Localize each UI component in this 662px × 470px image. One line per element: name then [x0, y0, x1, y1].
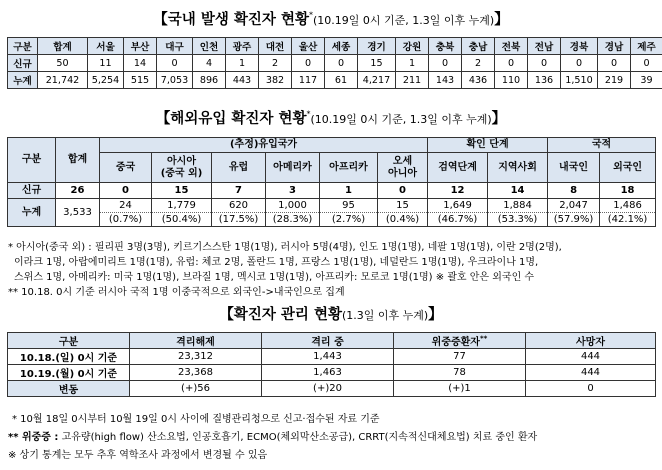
table-cell: 211: [396, 72, 429, 89]
table-cell: 443: [226, 72, 259, 89]
title-bracket: 】: [428, 307, 443, 323]
table-cell: 0: [100, 183, 152, 199]
row-label: 10.18.(일) 0시 기준: [8, 349, 130, 365]
pct-cell: (57.9%): [548, 213, 600, 227]
row-label: 신규: [8, 55, 38, 72]
header-cell: 경남: [598, 38, 631, 55]
table-cell: 24: [100, 199, 152, 213]
table-cell: 219: [598, 72, 631, 89]
table-cell: 1,000: [266, 199, 320, 213]
header-cell: 격리 중: [262, 333, 394, 349]
domestic-new-row: [8, 55, 662, 72]
header-cell: 충남: [462, 38, 495, 55]
management-title-sub: (1.3일 이후 누계): [341, 309, 429, 322]
table-cell: 136: [528, 72, 561, 89]
origin-group-header: (추정)유입국가: [100, 138, 428, 153]
overseas-title-main: 【해외유입 확진자 현황: [155, 111, 307, 127]
table-cell: 0: [526, 381, 656, 397]
header-cell: 전북: [495, 38, 528, 55]
overseas-note-line: * 아시아(중국 외) : 필리핀 3명(3명), 키르기스스탄 1명(1명), 러시아 5명(4명), 인도 1명(1명), 네팔 1명(1명), 이란 2명(2명),: [8, 242, 562, 253]
pct-cell: (28.3%): [266, 213, 320, 227]
header-cell: 경북: [561, 38, 598, 55]
table-cell: 4: [193, 55, 226, 72]
table-cell: 3,533: [56, 199, 100, 227]
title-bracket: 】: [494, 12, 509, 28]
title-mark: *: [306, 109, 311, 119]
table-cell: 436: [462, 72, 495, 89]
table-cell: 0: [325, 55, 358, 72]
table-cell: 1,779: [152, 199, 212, 213]
table-cell: 26: [56, 183, 100, 199]
table-cell: 110: [495, 72, 528, 89]
table-cell: 50: [38, 55, 88, 72]
table-cell: (+)1: [394, 381, 526, 397]
header-cell: 유럽: [212, 153, 266, 183]
table-cell: 3: [266, 183, 320, 199]
table-cell: 39: [631, 72, 662, 89]
overseas-title: [0, 107, 662, 128]
footnote-2-text: 고유량(high flow) 산소요법, 인공호흡기, ECMO(체외막산소공급), CRRT(지속적신대체요법) 치료 중인 환자: [58, 432, 538, 443]
table-cell: 0: [157, 55, 193, 72]
gubun-header: 구분: [8, 138, 56, 183]
header-cell: 지역사회: [488, 153, 548, 183]
footnote-1: * 10월 18일 0시부터 10월 19일 0시 사이에 질병관리청으로 신고·접수된 자료 기준: [12, 414, 380, 425]
management-row: [8, 365, 656, 381]
table-cell: 15: [358, 55, 396, 72]
table-cell: (+)56: [130, 381, 262, 397]
table-cell: 15: [378, 199, 428, 213]
table-cell: 14: [488, 183, 548, 199]
table-cell: 95: [320, 199, 378, 213]
table-cell: 1,649: [428, 199, 488, 213]
table-cell: (+)20: [262, 381, 394, 397]
pct-cell: (53.3%): [488, 213, 548, 227]
pct-cell: (42.1%): [600, 213, 656, 227]
title-bracket: 】: [491, 111, 507, 127]
table-cell: 12: [428, 183, 488, 199]
table-cell: 14: [124, 55, 157, 72]
overseas-note-line: ** 10.18. 0시 기준 러시아 국적 1명 이중국적으로 외국인->내국인으로 집계: [8, 287, 345, 298]
table-cell: 7: [212, 183, 266, 199]
row-label: 누계: [8, 199, 56, 227]
header-cell: 부산: [124, 38, 157, 55]
overseas-note-line: 이라크 1명, 아랍에미리트 1명(1명), 유럽: 체코 2명, 폴란드 1명, 프랑스 1명(1명), 네덜란드 1명(1명), 우크라이나 1명,: [14, 257, 539, 268]
header-cell: 사망자: [526, 333, 656, 349]
table-cell: 18: [600, 183, 656, 199]
table-cell: 1: [320, 183, 378, 199]
header-cell: 대구: [157, 38, 193, 55]
header-cell: 충북: [429, 38, 462, 55]
header-cell: 제주: [631, 38, 662, 55]
header-mark: **: [479, 334, 488, 343]
table-cell: 444: [526, 365, 656, 381]
table-cell: 23,368: [130, 365, 262, 381]
overseas-title-sub: (10.19일 0시 기준, 1.3일 이후 누계): [310, 113, 492, 126]
table-cell: 23,312: [130, 349, 262, 365]
stage-group-header: 확인 단계: [428, 138, 548, 153]
pct-cell: (50.4%): [152, 213, 212, 227]
header-cell: 대전: [259, 38, 292, 55]
header-cell: 강원: [396, 38, 429, 55]
header-cell: 내국인: [548, 153, 600, 183]
table-cell: 4,217: [358, 72, 396, 89]
table-cell: 1,510: [561, 72, 598, 89]
overseas-table: [7, 137, 656, 227]
table-cell: 0: [528, 55, 561, 72]
footnote-2-label: ** 위중증 :: [8, 432, 59, 443]
header-cell: 경기: [358, 38, 396, 55]
table-cell: 2,047: [548, 199, 600, 213]
management-change-row: [8, 381, 656, 397]
table-cell: 0: [292, 55, 325, 72]
header-cell: 구분: [8, 38, 38, 55]
footnote-2: [8, 428, 537, 443]
management-row: [8, 349, 656, 365]
table-cell: 896: [193, 72, 226, 89]
header-cell: 외국인: [600, 153, 656, 183]
domestic-title: [0, 8, 662, 29]
header-cell: 중국: [100, 153, 152, 183]
table-cell: 61: [325, 72, 358, 89]
table-cell: 382: [259, 72, 292, 89]
table-cell: 78: [394, 365, 526, 381]
domestic-table: [7, 37, 662, 89]
header-cell: 전남: [528, 38, 561, 55]
table-cell: 21,742: [38, 72, 88, 89]
table-cell: 620: [212, 199, 266, 213]
table-cell: 15: [152, 183, 212, 199]
overseas-pct-row: [8, 213, 656, 227]
table-cell: 1,486: [600, 199, 656, 213]
header-cell: 울산: [292, 38, 325, 55]
row-label: 10.19.(월) 0시 기준: [8, 365, 130, 381]
header-cell: [394, 333, 526, 349]
pct-cell: (46.7%): [428, 213, 488, 227]
pct-cell: (2.7%): [320, 213, 378, 227]
header-cell: 아메리카: [266, 153, 320, 183]
table-cell: 0: [561, 55, 598, 72]
total-header: 합계: [56, 138, 100, 183]
overseas-group-row: [8, 138, 656, 153]
header-cell: 구분: [8, 333, 130, 349]
table-cell: 1,884: [488, 199, 548, 213]
table-cell: 1: [226, 55, 259, 72]
overseas-new-row: [8, 183, 656, 199]
overseas-note-line: 스위스 1명, 아메리카: 미국 1명(1명), 브라질 1명, 멕시코 1명(1명), 아프리카: 모로코 1명(1명) ※ 괄호 안은 외국인 수: [14, 272, 535, 283]
table-cell: 1: [396, 55, 429, 72]
table-cell: 77: [394, 349, 526, 365]
table-cell: 117: [292, 72, 325, 89]
header-cell: 서울: [88, 38, 124, 55]
pct-cell: (17.5%): [212, 213, 266, 227]
table-cell: 5,254: [88, 72, 124, 89]
nation-group-header: 국적: [548, 138, 656, 153]
management-table: [7, 332, 656, 397]
management-header-row: [8, 333, 656, 349]
table-cell: 7,053: [157, 72, 193, 89]
domestic-header-row: [8, 38, 662, 55]
table-cell: 1,463: [262, 365, 394, 381]
header-cell: 오세 아니아: [378, 153, 428, 183]
table-cell: 0: [429, 55, 462, 72]
title-mark: *: [309, 10, 314, 20]
header-text: 위중증환자: [431, 337, 480, 348]
table-cell: 0: [598, 55, 631, 72]
table-cell: 2: [259, 55, 292, 72]
header-cell: 세종: [325, 38, 358, 55]
table-cell: 444: [526, 349, 656, 365]
overseas-cum-row: [8, 199, 656, 213]
row-label: 변동: [8, 381, 130, 397]
pct-cell: (0.4%): [378, 213, 428, 227]
table-cell: 0: [631, 55, 662, 72]
header-cell: 합계: [38, 38, 88, 55]
pct-cell: (0.7%): [100, 213, 152, 227]
header-cell: 아프리카: [320, 153, 378, 183]
table-cell: 11: [88, 55, 124, 72]
header-cell: 격리해제: [130, 333, 262, 349]
domestic-title-sub: (10.19일 0시 기준, 1.3일 이후 누계): [313, 14, 495, 27]
domestic-title-main: 【국내 발생 확진자 현황: [153, 12, 310, 28]
header-cell: 검역단계: [428, 153, 488, 183]
table-cell: 0: [378, 183, 428, 199]
domestic-cum-row: [8, 72, 662, 89]
table-cell: 143: [429, 72, 462, 89]
table-cell: 2: [462, 55, 495, 72]
table-cell: 0: [495, 55, 528, 72]
header-cell: 인천: [193, 38, 226, 55]
management-title-main: 【확진자 관리 현황: [219, 307, 342, 323]
footnote-3: ※ 상기 통계는 모두 추후 역학조사 과정에서 변경될 수 있음: [8, 450, 268, 461]
header-cell: 아시아 (중국 외): [152, 153, 212, 183]
row-label: 누계: [8, 72, 38, 89]
table-cell: 8: [548, 183, 600, 199]
header-cell: 광주: [226, 38, 259, 55]
table-cell: 1,443: [262, 349, 394, 365]
row-label: 신규: [8, 183, 56, 199]
management-title: [0, 303, 662, 324]
table-cell: 515: [124, 72, 157, 89]
overseas-sub-row: [8, 153, 656, 183]
